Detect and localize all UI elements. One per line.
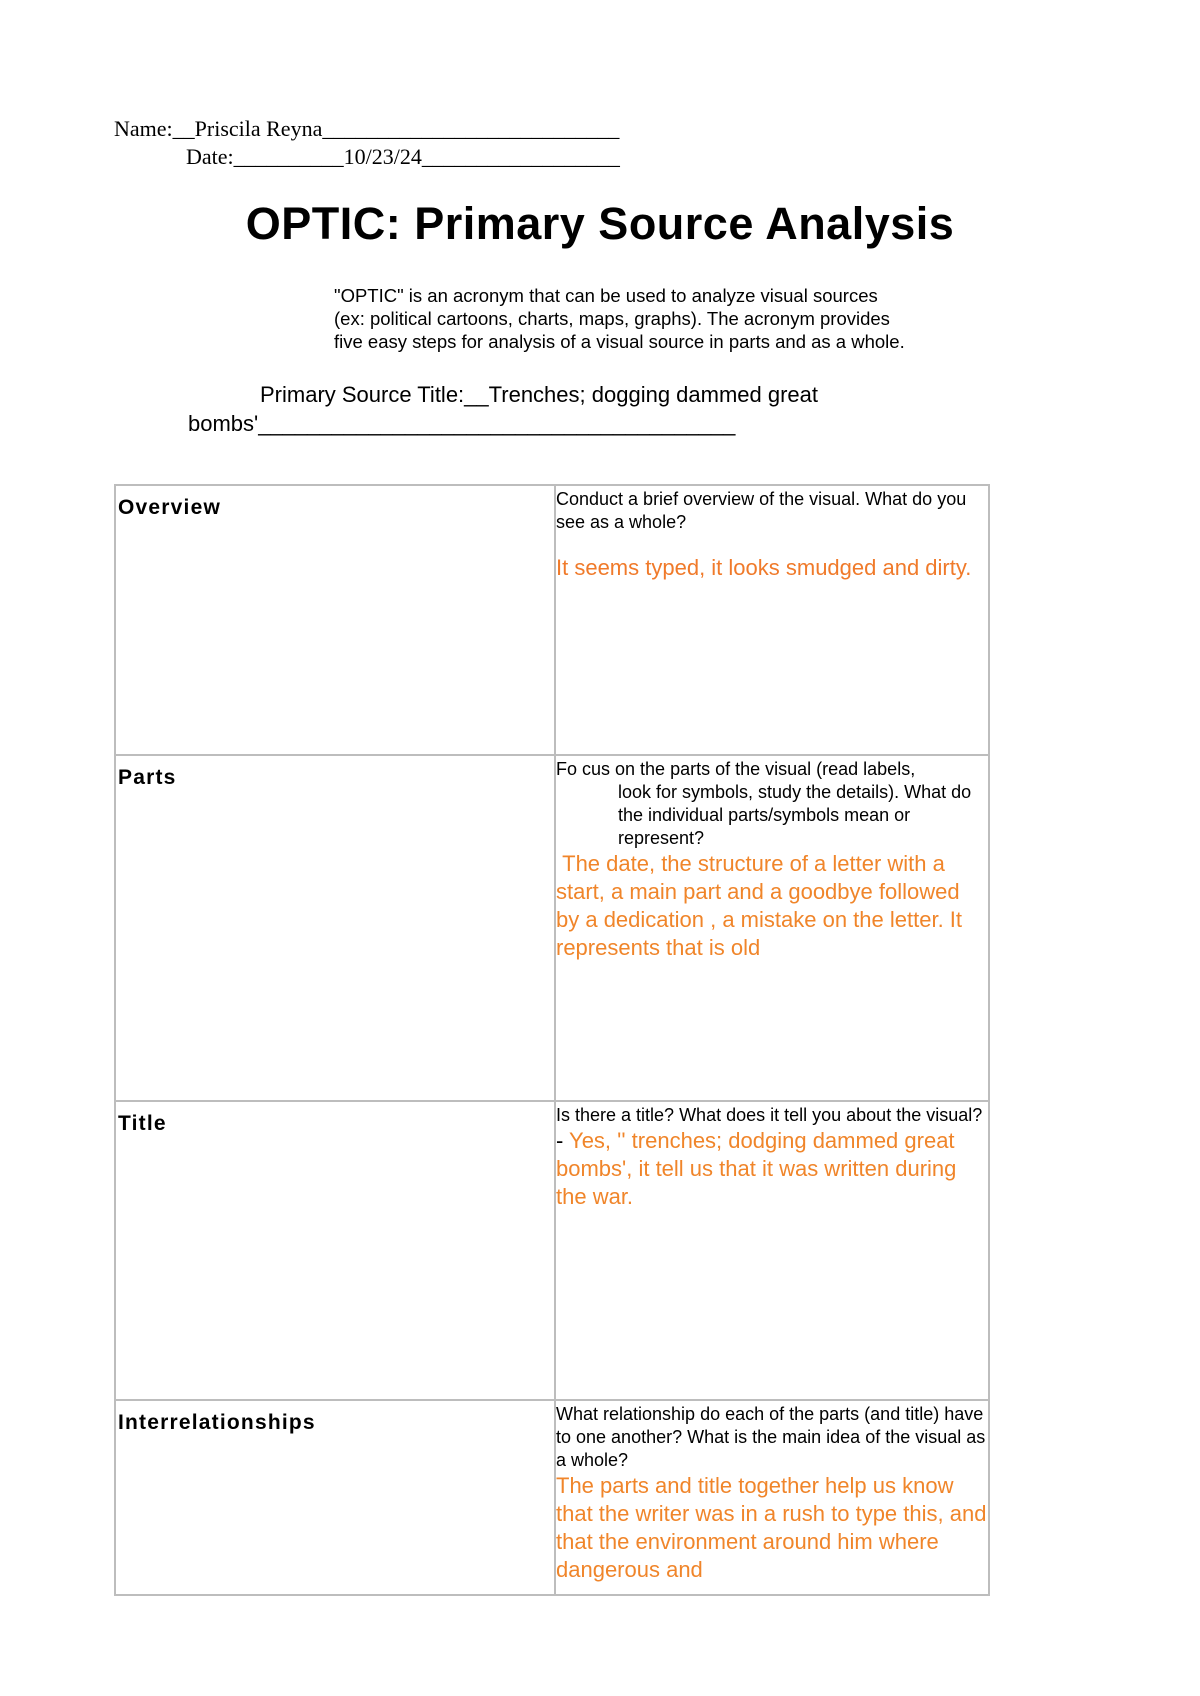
interrelationships-label-cell — [115, 1400, 555, 1595]
parts-response-cell[interactable] — [555, 755, 989, 1101]
primary-source-title-line-1: Primary Source Title:__Trenches; dogging dammed great — [260, 382, 819, 407]
interrelationships-response-cell[interactable] — [555, 1400, 989, 1595]
title-answer-prefix: - — [556, 1128, 570, 1153]
primary-source-title-line-2: bombs'_______________________________________ — [188, 411, 736, 436]
title-label: Title — [118, 1112, 167, 1135]
parts-label: Parts — [118, 766, 177, 789]
overview-row — [115, 485, 989, 755]
title-label-cell — [115, 1101, 555, 1400]
parts-row — [115, 755, 989, 1101]
page-title: OPTIC: Primary Source Analysis — [245, 198, 955, 249]
parts-prompt-rest: look for symbols, study the details). What do the individual parts/symbols mean or represent? — [618, 782, 972, 848]
intro-line-3: five easy steps for analysis of a visual source in parts and as a whole. — [334, 331, 905, 352]
title-answer: Yes, '' trenches; dodging dammed great bombs', it tell us that it was written during the war. — [556, 1128, 957, 1209]
title-prompt: Is there a title? What does it tell you about the visual? — [556, 1105, 983, 1125]
name-field-line: Name:__Priscila Reyna___________________________ — [114, 116, 620, 141]
overview-prompt: Conduct a brief overview of the visual. What do you see as a whole? — [556, 489, 967, 532]
overview-label: Overview — [118, 496, 221, 519]
title-row — [115, 1101, 989, 1400]
interrelationships-answer: The parts and title together help us know that the writer was in a rush to type this, and that the environment around him where dangerous and — [556, 1473, 987, 1582]
parts-prompt-first-line: Fo cus on the parts of the visual (read labels, — [556, 759, 916, 779]
interrelationships-row — [115, 1400, 989, 1595]
intro-line-2: (ex: political cartoons, charts, maps, graphs). The acronym provides — [334, 308, 890, 329]
interrelationships-answer-wrap — [556, 1472, 988, 1594]
overview-label-cell — [115, 485, 555, 755]
overview-answer: It seems typed, it looks smudged and dirty. — [556, 555, 972, 580]
intro-line-1: "OPTIC" is an acronym that can be used to analyze visual sources — [334, 285, 878, 306]
parts-answer: The date, the structure of a letter with a start, a main part and a goodbye followed by a dedication , a mistake on the letter. It represents that is old — [556, 851, 969, 960]
overview-response-cell[interactable] — [555, 485, 989, 755]
date-field-line: Date:__________10/23/24__________________ — [186, 144, 620, 169]
interrelationships-label: Interrelationships — [118, 1411, 316, 1434]
title-answer-block — [556, 1127, 988, 1211]
interrelationships-prompt: What relationship do each of the parts (and title) have to one another? What is the main idea of the visual as a whole? — [556, 1404, 986, 1470]
title-response-cell[interactable] — [555, 1101, 989, 1400]
intro-paragraph — [334, 284, 994, 353]
optic-analysis-table — [114, 484, 990, 1596]
parts-label-cell — [115, 755, 555, 1101]
